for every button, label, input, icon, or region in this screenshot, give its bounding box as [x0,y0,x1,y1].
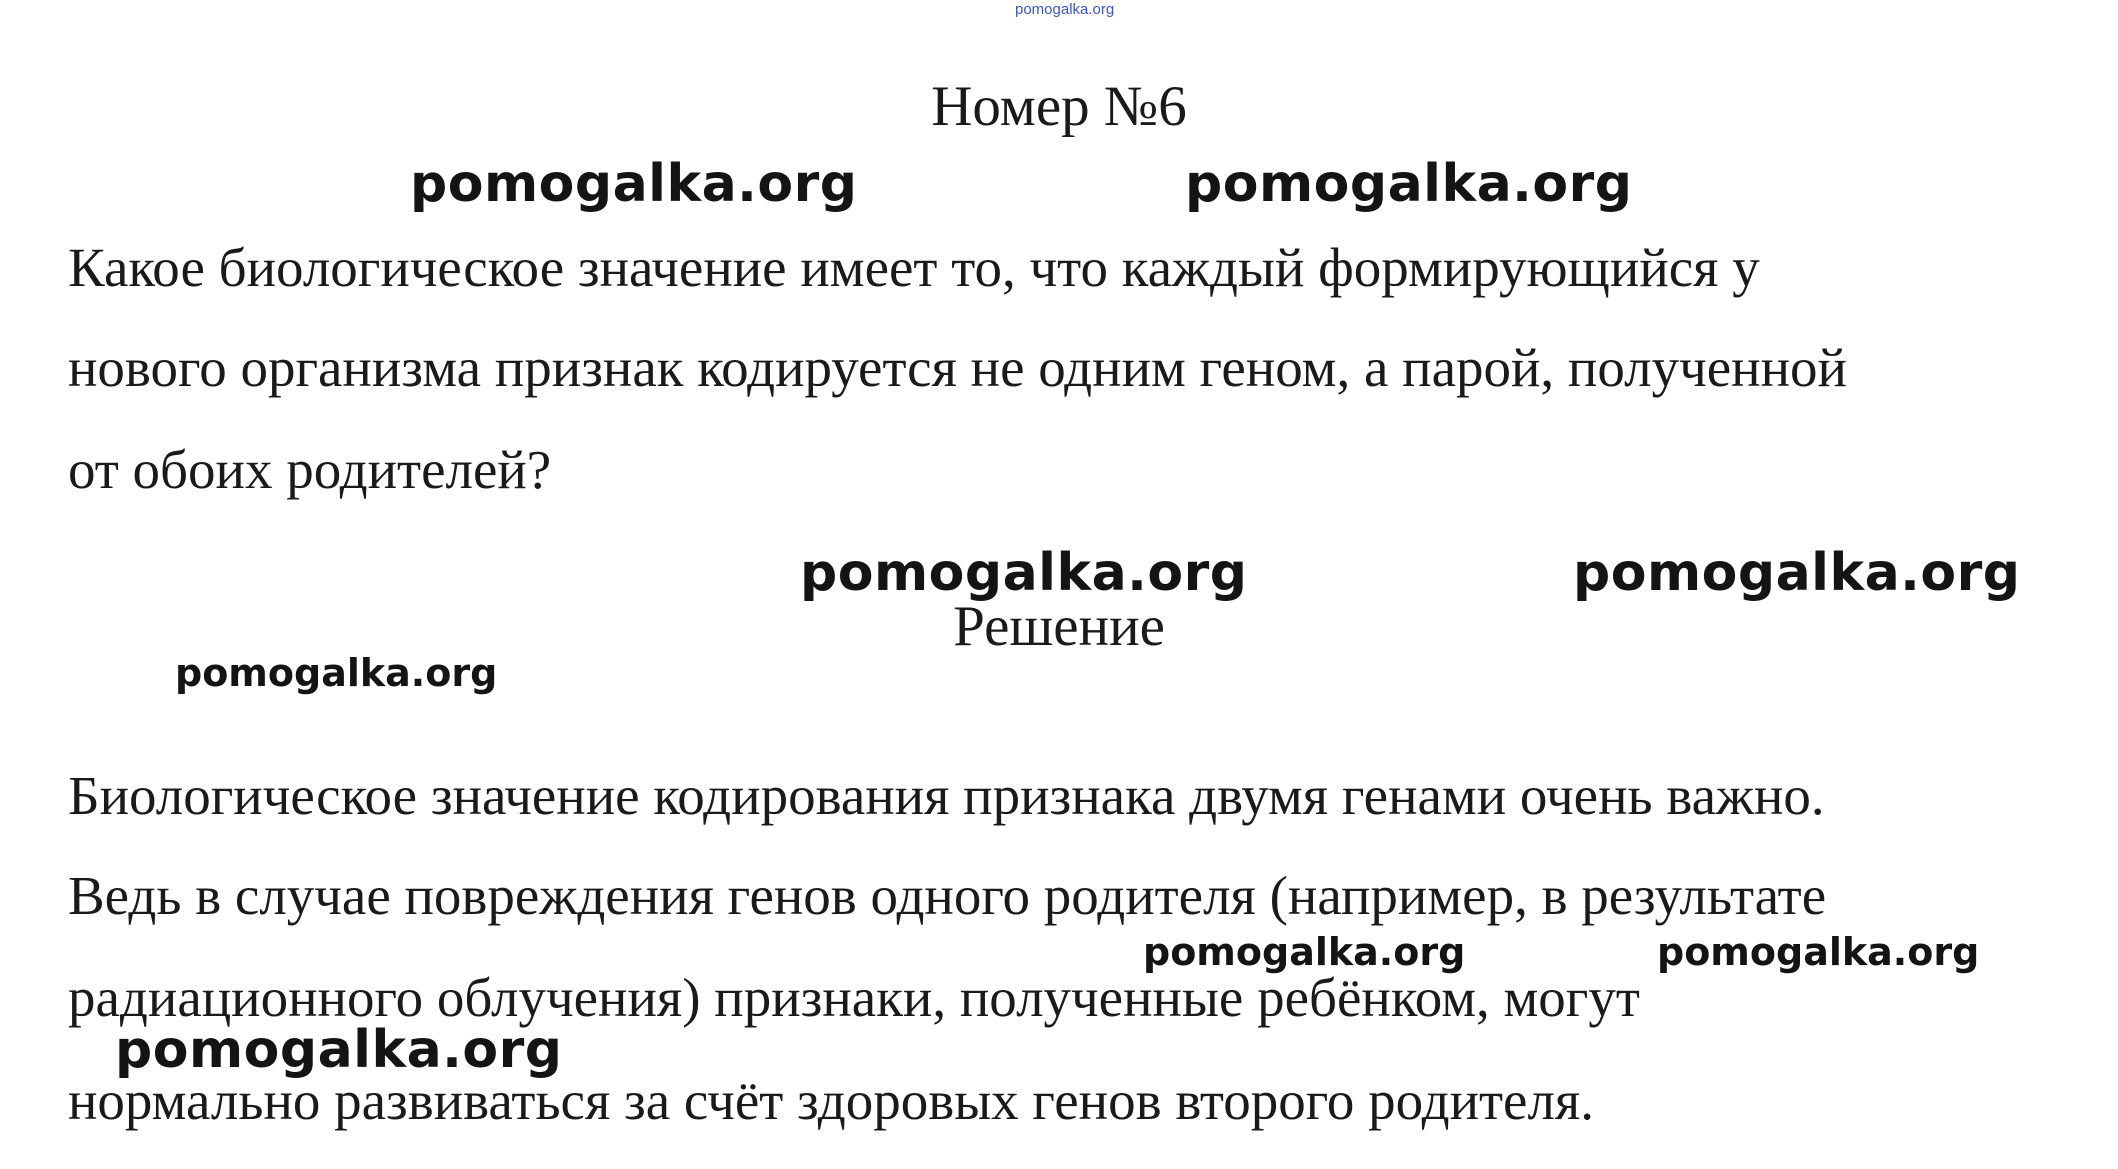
answer-line: нормально развиваться за счёт здоровых генов второго родителя. [68,1070,1594,1131]
watermark: pomogalka.org [410,154,858,214]
watermark: pomogalka.org [1573,543,2021,603]
question-line: Какое биологическое значение имеет то, что каждый формирующийся у [68,237,1760,298]
question-line: нового организма признак кодируется не одним геном, а парой, полученной [68,337,1847,398]
watermark: pomogalka.org [800,543,1248,603]
question-line: от обоих родителей? [68,439,552,500]
answer-line: радиационного облучения) признаки, полученные ребёнком, могут [68,967,1640,1028]
watermark: pomogalka.org [1657,930,1980,974]
watermark: pomogalka.org [1185,154,1633,214]
watermark: pomogalka.org [175,651,498,695]
header-watermark: pomogalka.org [1015,1,1115,18]
solution-heading: Решение [953,595,1165,658]
watermark: pomogalka.org [1143,930,1466,974]
problem-title: Номер №6 [931,75,1187,138]
watermark: pomogalka.org [115,1020,563,1080]
answer-line: Ведь в случае повреждения генов одного родителя (например, в результате [68,865,1827,926]
answer-line: Биологическое значение кодирования признака двумя генами очень важно. [68,765,1825,826]
